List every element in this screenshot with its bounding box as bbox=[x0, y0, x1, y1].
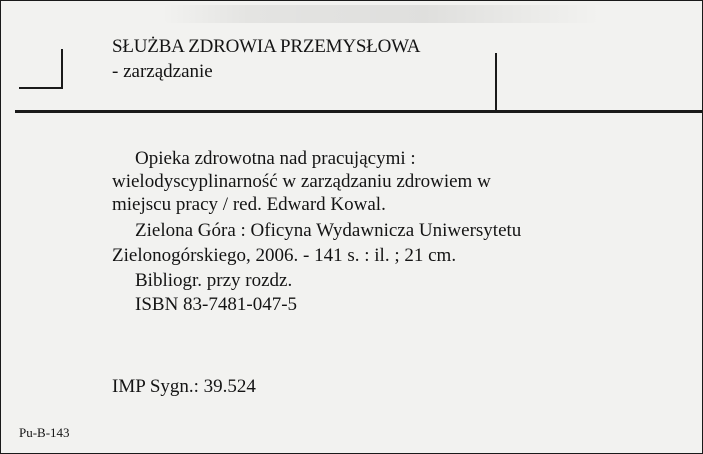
isbn: ISBN 83-7481-047-5 bbox=[135, 294, 298, 315]
title-line-3: miejscu pracy / red. Edward Kowal. bbox=[112, 194, 386, 215]
smudge-mark bbox=[161, 5, 601, 23]
corner-mark-horizontal bbox=[19, 87, 63, 89]
subject-heading: SŁUŻBA ZDROWIA PRZEMYSŁOWA bbox=[112, 36, 421, 57]
title-line-2: wielodyscyplinarność w zarządzaniu zdrowiem w bbox=[112, 171, 491, 192]
corner-mark-vertical bbox=[61, 49, 63, 89]
imprint-line-1: Zielona Góra : Oficyna Wydawnicza Uniwersytetu bbox=[135, 220, 522, 241]
title-line-1: Opieka zdrowotna nad pracującymi : bbox=[135, 148, 416, 169]
subject-divider-vertical bbox=[495, 53, 497, 111]
card-code: Pu-B-143 bbox=[19, 425, 70, 440]
imprint-line-2: Zielonogórskiego, 2006. - 141 s. : il. ; 21 cm. bbox=[112, 245, 457, 266]
horizontal-rule bbox=[15, 110, 702, 113]
subject-subheading: - zarządzanie bbox=[112, 61, 213, 82]
catalog-card bbox=[1, 1, 702, 453]
call-number: IMP Sygn.: 39.524 bbox=[112, 376, 256, 397]
bibliography-note: Bibliogr. przy rozdz. bbox=[135, 270, 293, 291]
